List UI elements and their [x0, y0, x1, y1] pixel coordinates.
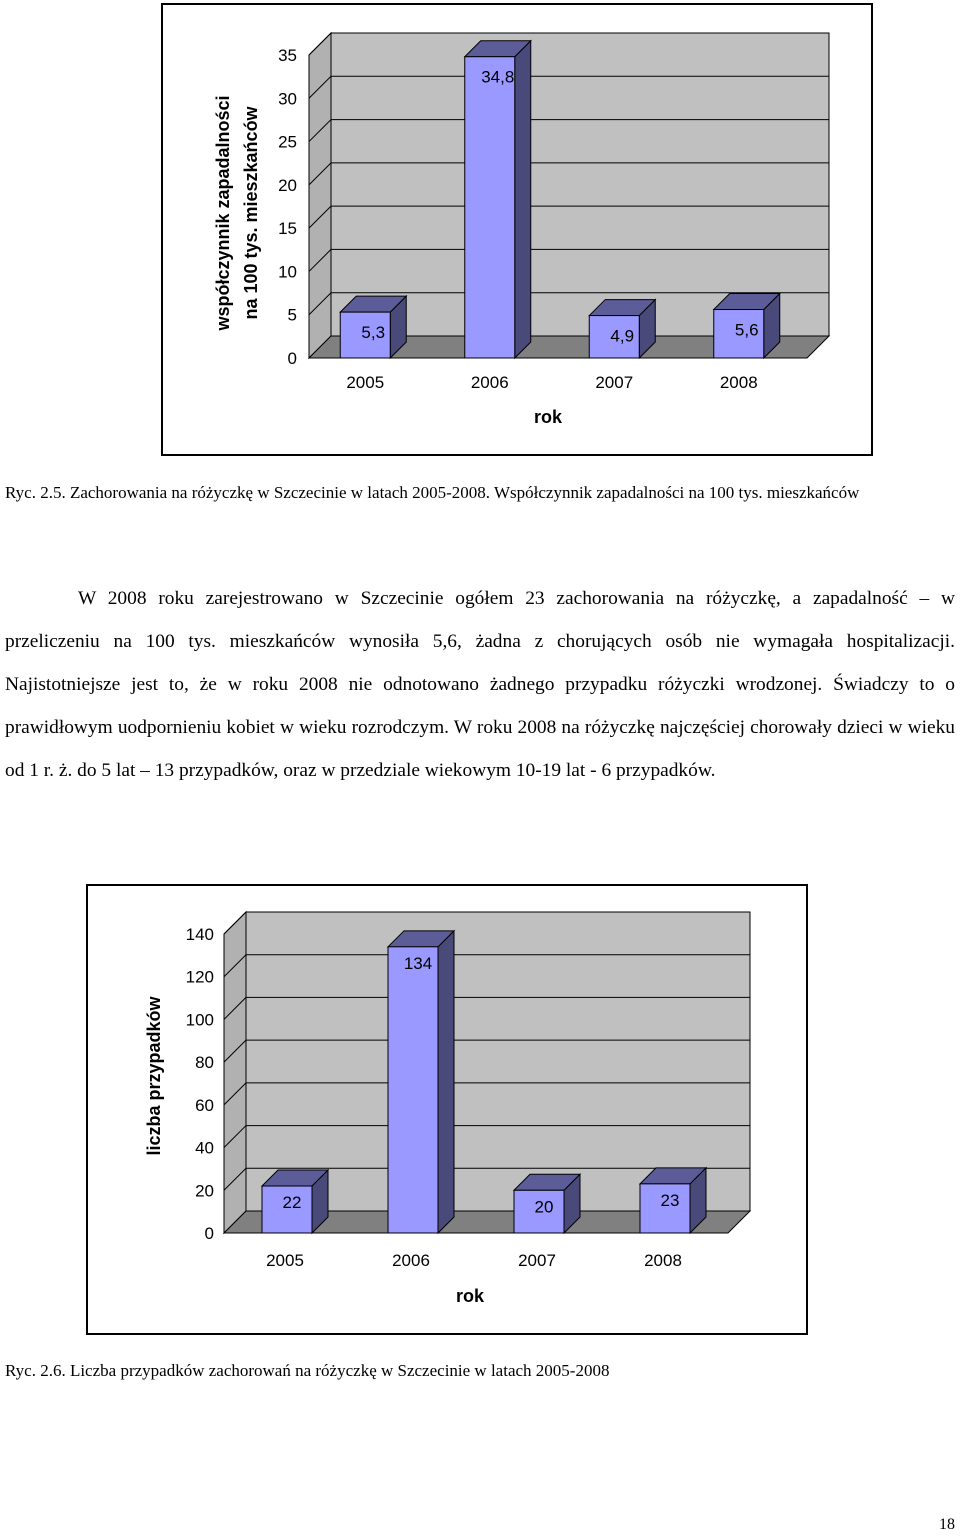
x-tick-label: 2008	[644, 1251, 682, 1270]
chart-1-frame	[161, 3, 873, 456]
y-tick-label: 10	[278, 262, 297, 282]
bar-side	[438, 931, 454, 1233]
chart-back-wall	[246, 912, 750, 1211]
y-axis-title-line: współczynnik zapadalności	[213, 95, 233, 331]
chart-side-wall	[309, 33, 331, 358]
y-tick-label: 20	[195, 1181, 214, 1201]
y-tick-label: 15	[278, 219, 297, 239]
y-tick-label: 0	[287, 349, 297, 368]
x-axis-title: rok	[533, 407, 563, 427]
data-label: 5,3	[361, 323, 386, 343]
chart-side-wall	[224, 912, 246, 1233]
y-axis-title-line: liczba przypadków	[144, 996, 164, 1156]
y-tick-label: 80	[195, 1053, 214, 1073]
y-axis-title-line: na 100 tys. mieszkańców	[241, 106, 261, 320]
data-label: 23	[660, 1190, 680, 1210]
x-tick-label: 2007	[595, 373, 634, 392]
x-tick-label: 2006	[470, 373, 509, 392]
page-number: 18	[939, 1516, 955, 1533]
y-tick-label: 40	[195, 1138, 214, 1158]
data-label: 134	[403, 953, 433, 973]
chart-back-wall	[331, 33, 829, 336]
y-axis-title	[144, 995, 164, 1155]
paragraph-text: W 2008 roku zarejestrowano w Szczecinie ogółem 23 zachorowania na różyczkę, a zapadalność – w przeliczeniu na 100 tys. mieszkańców wynosiła 5,6, żadna z chorujących osób nie wymagała hospitalizacji. Najistotniejsze jest to, że w roku 2008 nie odnotowano żadnego przypadku różyczki wrodzonej. Świadczy to o prawidłowym uodpornieniu kobiet w wieku rozrodczym. W roku 2008 na różyczkę najczęściej chorowały dzieci w wieku od 1 r. ż. do 5 lat – 13 przypadków, oraz w przedziale wiekowym 10-19 lat - 6 przypadków.	[5, 588, 955, 781]
bar	[388, 947, 438, 1233]
data-label: 5,6	[734, 320, 759, 340]
bar	[465, 57, 515, 358]
x-tick-label: 2005	[266, 1251, 304, 1270]
x-tick-label: 2008	[719, 373, 758, 392]
x-tick-label: 2007	[518, 1251, 556, 1270]
data-label: 22	[282, 1193, 302, 1213]
chart-1	[163, 5, 875, 458]
y-tick-label: 5	[287, 305, 297, 325]
y-tick-label: 35	[278, 46, 297, 65]
x-axis-title: rok	[455, 1286, 485, 1306]
y-axis-title	[213, 95, 261, 331]
y-tick-label: 0	[204, 1224, 214, 1243]
y-tick-label: 120	[185, 967, 214, 987]
x-tick-label: 2006	[392, 1251, 430, 1270]
y-tick-label: 140	[185, 925, 214, 944]
figure-caption-1: Ryc. 2.5. Zachorowania na różyczkę w Szczecinie w latach 2005-2008. Współczynnik zapadalności na 100 tys. mieszkańców	[5, 483, 860, 502]
figure-caption-2: Ryc. 2.6. Liczba przypadków zachorowań na różyczkę w Szczecinie w latach 2005-2008	[5, 1361, 610, 1380]
chart-2	[88, 886, 810, 1337]
chart-2-frame	[86, 884, 808, 1335]
y-tick-label: 25	[278, 132, 297, 152]
data-label: 34,8	[481, 67, 515, 87]
y-tick-label: 30	[278, 89, 297, 109]
y-tick-label: 100	[185, 1010, 214, 1030]
bar-side	[515, 41, 531, 358]
y-tick-label: 20	[278, 175, 297, 195]
y-tick-label: 60	[195, 1095, 214, 1115]
body-paragraph	[5, 577, 955, 792]
data-label: 4,9	[610, 326, 635, 346]
x-tick-label: 2005	[346, 373, 385, 392]
data-label: 20	[534, 1197, 554, 1217]
